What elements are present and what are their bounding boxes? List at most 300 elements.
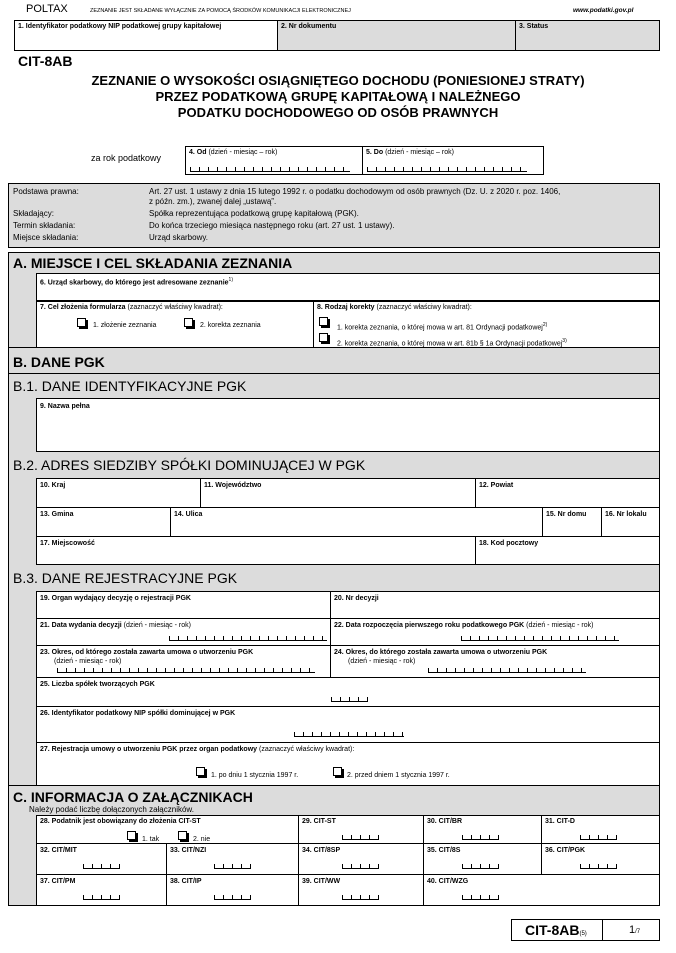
digit-tick [268,636,269,640]
digit-tick [369,864,370,868]
digit-tick [343,167,344,171]
digit-tick [165,668,166,672]
digit-tick [303,732,304,736]
digit-tick [330,732,331,736]
digit-tick [515,636,516,640]
digit-tick [316,167,317,171]
digit-tick [201,668,202,672]
digit-tick [536,668,537,672]
digit-tick [190,167,191,171]
digit-tick [498,864,499,868]
dominant-nip-label: 26. Identyfikator podatkowy NIP spółki dominującej w PGK [40,710,236,717]
digit-tick [580,835,581,839]
digit-tick [360,835,361,839]
digit-tick [223,864,224,868]
digit-tick [119,864,120,868]
after-1997-label: 1. po dniu 1 stycznia 1997 r. [211,772,299,779]
basis-val-2: Spółka reprezentująca podatkową grupę kapitałową (PGK). [149,209,359,218]
digit-tick [246,668,247,672]
digit-tick [250,636,251,640]
cit-pgk-marks [580,864,617,869]
digit-tick [334,167,335,171]
street-label: 14. Ulica [174,511,203,518]
municipality-field[interactable] [36,508,171,537]
cit-wzg-field[interactable] [424,875,660,906]
cit-wzg-marks [462,895,499,900]
full-name-field[interactable] [36,398,660,452]
first-year-start-text: 22. Data rozpoczęcia pierwszego roku podatkowego PGK [334,622,525,629]
digit-tick [437,668,438,672]
digit-tick [228,668,229,672]
digit-tick [616,835,617,839]
digit-tick [545,668,546,672]
digit-tick [520,167,521,171]
footer-page-total: /7 [635,929,641,935]
digit-tick [241,636,242,640]
first-year-start-field[interactable] [331,619,660,646]
digit-tick [111,668,112,672]
digit-tick [480,835,481,839]
date-to-num: 5. Do [366,149,384,156]
digit-tick [479,636,480,640]
digit-tick [428,668,429,672]
title-line-3: PODATKU DOCHODOWEGO OD OSÓB PRAWNYCH [177,105,499,120]
digit-tick [199,167,200,171]
digit-tick [375,732,376,736]
legal-basis [8,183,660,248]
date-from-label [189,149,277,157]
digit-tick [210,668,211,672]
digit-tick [129,668,130,672]
digit-tick [524,636,525,640]
header-notice: ZEZNANIE JEST SKŁADANE WYŁĄCZNIE ZA POMOCĄ ŚRODKÓW KOMUNIKACJI ELEKTRONICZNEJ [90,8,351,14]
cit-st-yes-checkbox[interactable] [127,831,136,840]
date-from-marks [190,167,350,172]
postal-code-field[interactable] [476,537,660,565]
companies-count-marks [331,697,368,702]
digit-tick [402,732,403,736]
digit-tick [280,167,281,171]
digit-tick [462,895,463,899]
digit-tick [205,636,206,640]
digit-tick [384,732,385,736]
digit-tick [156,668,157,672]
basis-key-2: Składający: [13,209,54,218]
digit-tick [563,668,564,672]
digit-tick [489,864,490,868]
digit-tick [214,636,215,640]
footer-page [629,924,640,936]
agreement-from-marks [57,668,315,673]
digit-tick [273,668,274,672]
footer-code-box [511,919,603,941]
digit-tick [518,668,519,672]
house-number-field[interactable] [543,508,602,537]
basis-key-3: Termin składania: [13,221,76,230]
registration-date-hint: (zaznaczyć właściwy kwadrat): [259,746,355,753]
digit-tick [214,895,215,899]
digit-tick [183,668,184,672]
purpose-correction-label: 2. korekta zeznania [200,322,261,329]
digit-tick [342,895,343,899]
digit-tick [480,864,481,868]
cit-nzi-marks [214,864,251,869]
county-label: 12. Powiat [479,482,514,489]
digit-tick [470,636,471,640]
digit-tick [223,636,224,640]
digit-tick [214,864,215,868]
registration-date-label [40,746,354,754]
digit-tick [360,864,361,868]
digit-tick [497,636,498,640]
first-year-start-hint: (dzień - miesiąc - rok) [526,622,594,629]
agreement-to-hint: (dzień - miesiąc - rok) [348,658,416,665]
correction-art81-text: 1. korekta zeznania, o której mowa w art. 81 Ordynacji podatkowej [337,324,543,332]
city-field[interactable] [36,537,476,565]
digit-tick [376,167,377,171]
digit-tick [489,895,490,899]
digit-tick [527,668,528,672]
cit-pm-field[interactable] [36,875,167,906]
cit-st-no-checkbox[interactable] [178,831,187,840]
dominant-nip-field[interactable] [36,707,660,743]
digit-tick [484,167,485,171]
digit-tick [342,864,343,868]
cit-st-obligation-label: 28. Podatnik jest obowiązany do złożenia CIT-ST [40,818,201,825]
digit-tick [312,732,313,736]
section-a-title: A. MIEJSCE I CEL SKŁADANIA ZEZNANIA [13,255,293,271]
digit-tick [264,668,265,672]
registration-date-text: 27. Rejestracja umowy o utworzeniu PGK przez organ podatkowy [40,746,258,753]
digit-tick [313,636,314,640]
digit-tick [232,636,233,640]
digit-tick [598,835,599,839]
form-title [0,73,676,121]
digit-tick [325,167,326,171]
cit-ww-label: 39. CIT/WW [302,878,341,885]
digit-tick [244,167,245,171]
section-b3-title: B.3. DANE REJESTRACYJNE PGK [13,570,238,586]
digit-tick [223,895,224,899]
digit-tick [174,668,175,672]
correction-type-field[interactable] [314,301,660,348]
purpose-label-text: 7. Cel złożenia formularza [40,304,126,311]
cit-st-count-marks [342,835,379,840]
cit-d-field[interactable] [542,815,660,844]
digit-tick [169,636,170,640]
full-name-label: 9. Nazwa pełna [40,403,90,410]
digit-tick [360,895,361,899]
digit-tick [286,636,287,640]
digit-tick [187,636,188,640]
digit-tick [348,732,349,736]
digit-tick [367,697,368,701]
agreement-to-marks [428,668,586,673]
apartment-number-field[interactable] [602,508,660,537]
basis-val-4: Urząd skarbowy. [149,233,208,242]
dominant-nip-marks [294,732,404,737]
digit-tick [241,864,242,868]
first-year-start-label [334,622,593,630]
cit-8s-marks [462,864,499,869]
street-field[interactable] [171,508,543,537]
agreement-from-hint: (dzień - miesiąc - rok) [54,658,122,665]
basis-key-1: Podstawa prawna: [13,187,79,196]
cit-ip-field[interactable] [167,875,299,906]
digit-tick [351,835,352,839]
digit-tick [219,668,220,672]
digit-tick [560,636,561,640]
county-field[interactable] [476,478,660,508]
year-label: za rok podatkowy [91,153,162,163]
digit-tick [192,668,193,672]
basis-key-4: Miejsce składania: [13,233,79,242]
cit-st-obligation-field[interactable] [36,815,299,844]
digit-tick [466,167,467,171]
digit-tick [208,167,209,171]
cit-8sp-label: 34. CIT/8SP [302,847,341,854]
digit-tick [101,895,102,899]
digit-tick [598,864,599,868]
digit-tick [291,668,292,672]
agreement-from-field[interactable] [36,646,331,678]
date-to-label [366,149,454,157]
cit-nzi-label: 33. CIT/NZI [170,847,207,854]
digit-tick [369,895,370,899]
digit-tick [471,895,472,899]
digit-tick [262,167,263,171]
date-from-field[interactable] [185,146,363,175]
correction-art81-checkbox[interactable] [319,317,328,326]
digit-tick [300,668,301,672]
digit-tick [394,167,395,171]
cit-br-marks [462,835,499,840]
agreement-to-field[interactable] [331,646,660,678]
digit-tick [461,636,462,640]
purpose-hint: (zaznaczyć właściwy kwadrat): [127,304,223,311]
cit-pm-label: 37. CIT/PM [40,878,76,885]
cit-d-label: 31. CIT-D [545,818,575,825]
date-to-field[interactable] [363,146,544,175]
digit-tick [511,167,512,171]
digit-tick [342,835,343,839]
section-c-note: Należy podać liczbę dołączonych załączników. [29,805,194,814]
basis-val-3: Do końca trzeciego miesiąca następnego roku (art. 27 ust. 1 ustawy). [149,221,395,230]
digit-tick [385,167,386,171]
digit-tick [502,167,503,171]
digit-tick [232,864,233,868]
decision-date-marks [169,636,327,641]
purpose-field[interactable] [36,301,314,348]
companies-count-label: 25. Liczba spółek tworzących PGK [40,681,155,688]
status-field [516,20,660,51]
agreement-to-label: 24. Okres, do którego została zawarta umowa o utworzeniu PGK [334,649,548,656]
purpose-label [40,304,223,312]
section-b2-title: B.2. ADRES SIEDZIBY SPÓŁKI DOMINUJĄCEJ W PGK [13,457,366,473]
digit-tick [119,895,120,899]
digit-tick [66,668,67,672]
digit-tick [340,697,341,701]
nip-field-label: 1. Identyfikator podatkowy NIP podatkowej grupy kapitałowej [18,23,222,30]
footer-page-number: 1 [629,924,636,936]
cit-st-count-field[interactable] [299,815,424,844]
cit-mit-field[interactable] [36,844,167,875]
cit-st-no-label: 2. nie [193,836,211,843]
purpose-filing-checkbox[interactable] [77,318,86,327]
digit-tick [587,636,588,640]
digit-tick [439,167,440,171]
digit-tick [282,668,283,672]
registration-authority-field[interactable] [36,591,331,619]
digit-tick [393,732,394,736]
digit-tick [120,668,121,672]
title-line-1: ZEZNANIE O WYSOKOŚCI OSIĄGNIĘTEGO DOCHODU (PONIESIONEJ STRATY) [91,73,585,88]
digit-tick [403,167,404,171]
first-year-start-marks [461,636,619,641]
purpose-correction-checkbox[interactable] [184,318,193,327]
postal-code-label: 18. Kod pocztowy [479,540,539,547]
cit-pm-marks [83,895,120,900]
cit-ip-label: 38. CIT/IP [170,878,202,885]
cit-br-field[interactable] [424,815,542,844]
doc-number-field [278,20,516,51]
digit-tick [572,668,573,672]
section-b1-title: B.1. DANE IDENTYFIKACYJNE PGK [13,378,247,394]
cit-d-marks [580,835,617,840]
cit-pgk-field[interactable] [542,844,660,875]
decision-number-field[interactable] [331,591,660,619]
digit-tick [369,835,370,839]
digit-tick [351,895,352,899]
decision-date-field[interactable] [36,619,331,646]
digit-tick [250,864,251,868]
digit-tick [351,864,352,868]
correction-art81b-checkbox[interactable] [319,333,328,342]
footer-version: (5) [579,931,587,937]
digit-tick [498,835,499,839]
digit-tick [448,167,449,171]
cit-nzi-field[interactable] [167,844,299,875]
digit-tick [471,864,472,868]
before-1997-checkbox[interactable] [333,767,342,776]
basis-val-1a: Art. 27 ust. 1 ustawy z dnia 15 lutego 1992 r. o podatku dochodowym od osób prawnych (Dz. U. z 2020 r. poz. 1406, [149,187,561,196]
cit-mit-label: 32. CIT/MIT [40,847,77,854]
digit-tick [455,668,456,672]
basis-val-1b: z późn. zm.), zwanej dalej „ustawą”. [149,197,277,206]
digit-tick [307,167,308,171]
digit-tick [378,835,379,839]
tax-office-sup: 1) [228,277,233,283]
digit-tick [581,668,582,672]
correction-art81b-text: 2. korekta zeznania, o której mowa w art. 81b § 1a Ordynacji podatkowej [337,340,563,348]
digit-tick [462,835,463,839]
header-url: www.podatki.gov.pl [573,7,634,14]
digit-tick [569,636,570,640]
companies-count-field[interactable] [36,678,660,707]
doc-number-label: 2. Nr dokumentu [281,23,337,30]
digit-tick [488,636,489,640]
digit-tick [378,864,379,868]
digit-tick [357,732,358,736]
tax-office-label-text: 6. Urząd skarbowy, do którego jest adresowane zeznanie [40,279,229,287]
digit-tick [271,167,272,171]
digit-tick [509,668,510,672]
digit-tick [102,668,103,672]
digit-tick [309,668,310,672]
digit-tick [580,864,581,868]
nip-field[interactable] [14,20,278,51]
title-line-2: PRZEZ PODATKOWĄ GRUPĘ KAPITAŁOWĄ I NALEŻNEGO [155,89,521,104]
digit-tick [578,636,579,640]
city-label: 17. Miejscowość [40,540,95,547]
after-1997-checkbox[interactable] [196,767,205,776]
cit-ip-marks [214,895,251,900]
digit-tick [589,835,590,839]
decision-number-label: 20. Nr decyzji [334,595,379,602]
agreement-from-label: 23. Okres, od którego została zawarta umowa o utworzeniu PGK [40,649,254,656]
digit-tick [596,636,597,640]
digit-tick [605,636,606,640]
digit-tick [75,668,76,672]
country-field[interactable] [36,478,201,508]
digit-tick [110,895,111,899]
digit-tick [295,636,296,640]
digit-tick [289,167,290,171]
digit-tick [253,167,254,171]
correction-art81-label [337,321,547,332]
digit-tick [110,864,111,868]
correction-type-hint: (zaznaczyć właściwy kwadrat): [376,304,472,311]
date-from-num: 4. Od [189,149,207,156]
digit-tick [250,895,251,899]
cit-ww-field[interactable] [299,875,424,906]
digit-tick [506,636,507,640]
brand: POLTAX [26,3,68,15]
digit-tick [464,668,465,672]
house-number-label: 15. Nr domu [546,511,587,518]
cit-8sp-field[interactable] [299,844,424,875]
digit-tick [462,864,463,868]
cit-st-count-label: 29. CIT-ST [302,818,336,825]
tax-office-field[interactable] [36,273,660,301]
purpose-filing-label: 1. złożenie zeznania [93,322,157,329]
cit-ww-marks [342,895,379,900]
digit-tick [196,636,197,640]
digit-tick [589,864,590,868]
digit-tick [235,167,236,171]
digit-tick [259,636,260,640]
digit-tick [542,636,543,640]
cit-pgk-label: 36. CIT/PGK [545,847,586,854]
voivodeship-field[interactable] [201,478,476,508]
tax-office-label [40,276,233,287]
digit-tick [304,636,305,640]
status-label: 3. Status [519,23,549,30]
cit-8s-label: 35. CIT/8S [427,847,461,854]
correction-art81-sup: 2) [542,322,548,328]
decision-date-label [40,622,191,630]
digit-tick [178,636,179,640]
footer-code-text: CIT-8AB [525,922,580,938]
digit-tick [138,668,139,672]
digit-tick [551,636,552,640]
cit-wzg-label: 40. CIT/WZG [427,878,469,885]
digit-tick [226,167,227,171]
digit-tick [298,167,299,171]
registration-date-field[interactable] [36,743,660,786]
cit-8s-field[interactable] [424,844,542,875]
decision-date-hint: (dzień - miesiąc - rok) [123,622,191,629]
